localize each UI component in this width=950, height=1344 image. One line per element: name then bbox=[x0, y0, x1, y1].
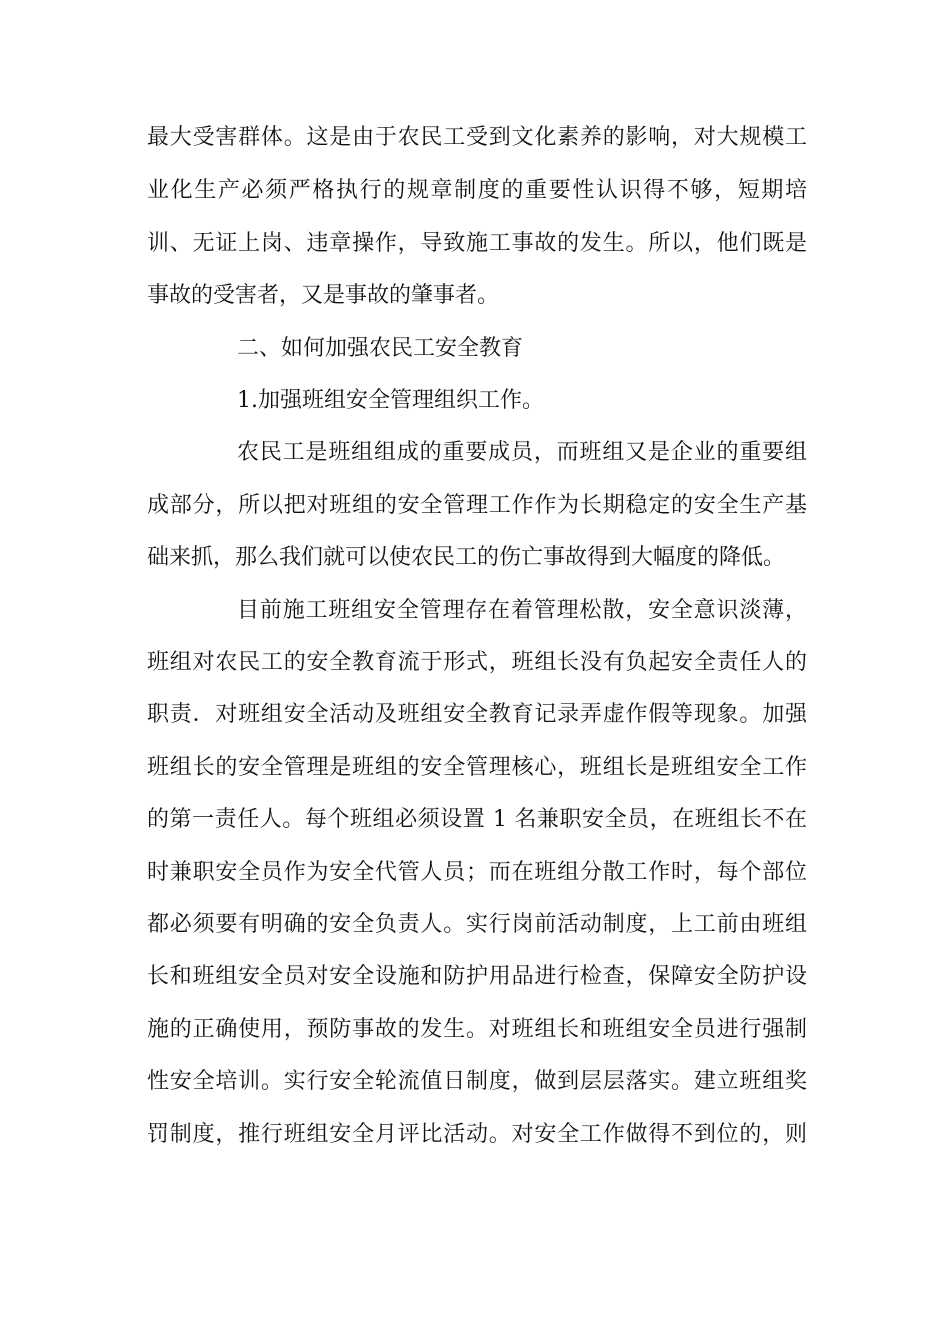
body-text-line: 事故的受害者，又是事故的肇事者。 bbox=[147, 283, 500, 308]
body-text-line: 性安全培训。实行安全轮流值日制度，做到层层落实。建立班组奖 bbox=[147, 1069, 807, 1094]
body-text-line: 班组对农民工的安全教育流于形式，班组长没有负起安全责任人的 bbox=[147, 650, 807, 675]
body-text-line: 成部分，所以把对班组的安全管理工作作为长期稳定的安全生产基 bbox=[147, 493, 807, 518]
body-text-line: 训、无证上岗、违章操作，导致施工事故的发生。所以，他们既是 bbox=[147, 231, 807, 256]
body-text-line: 罚制度，推行班组安全月评比活动。对安全工作做得不到位的，则 bbox=[147, 1122, 807, 1147]
section-heading: 二、如何加强农民工安全教育 bbox=[237, 336, 524, 361]
body-text-line: 时兼职安全员作为安全代管人员；而在班组分散工作时，每个部位 bbox=[147, 860, 807, 885]
body-text-line: 目前施工班组安全管理存在着管理松散，安全意识淡薄， bbox=[237, 598, 807, 623]
body-text-line: 职责．对班组安全活动及班组安全教育记录弄虚作假等现象。加强 bbox=[147, 702, 807, 727]
subsection-heading: 1.加强班组安全管理组织工作。 bbox=[237, 388, 544, 413]
body-text-line: 业化生产必须严格执行的规章制度的重要性认识得不够，短期培 bbox=[147, 178, 807, 203]
body-text-line: 都必须要有明确的安全负责人。实行岗前活动制度，上工前由班组 bbox=[147, 912, 807, 937]
body-text-line: 施的正确使用，预防事故的发生。对班组长和班组安全员进行强制 bbox=[147, 1017, 807, 1042]
body-text-line: 础来抓，那么我们就可以使农民工的伤亡事故得到大幅度的降低。 bbox=[147, 545, 786, 570]
body-text-line: 班组长的安全管理是班组的安全管理核心，班组长是班组安全工作 bbox=[147, 755, 807, 780]
body-text-line: 的第一责任人。每个班组必须设置 1 名兼职安全员，在班组长不在 bbox=[147, 807, 807, 832]
body-text-line: 农民工是班组组成的重要成员，而班组又是企业的重要组 bbox=[237, 440, 807, 465]
body-text-line: 长和班组安全员对安全设施和防护用品进行检查，保障安全防护设 bbox=[147, 964, 807, 989]
body-text-line: 最大受害群体。这是由于农民工受到文化素养的影响，对大规模工 bbox=[147, 125, 807, 150]
